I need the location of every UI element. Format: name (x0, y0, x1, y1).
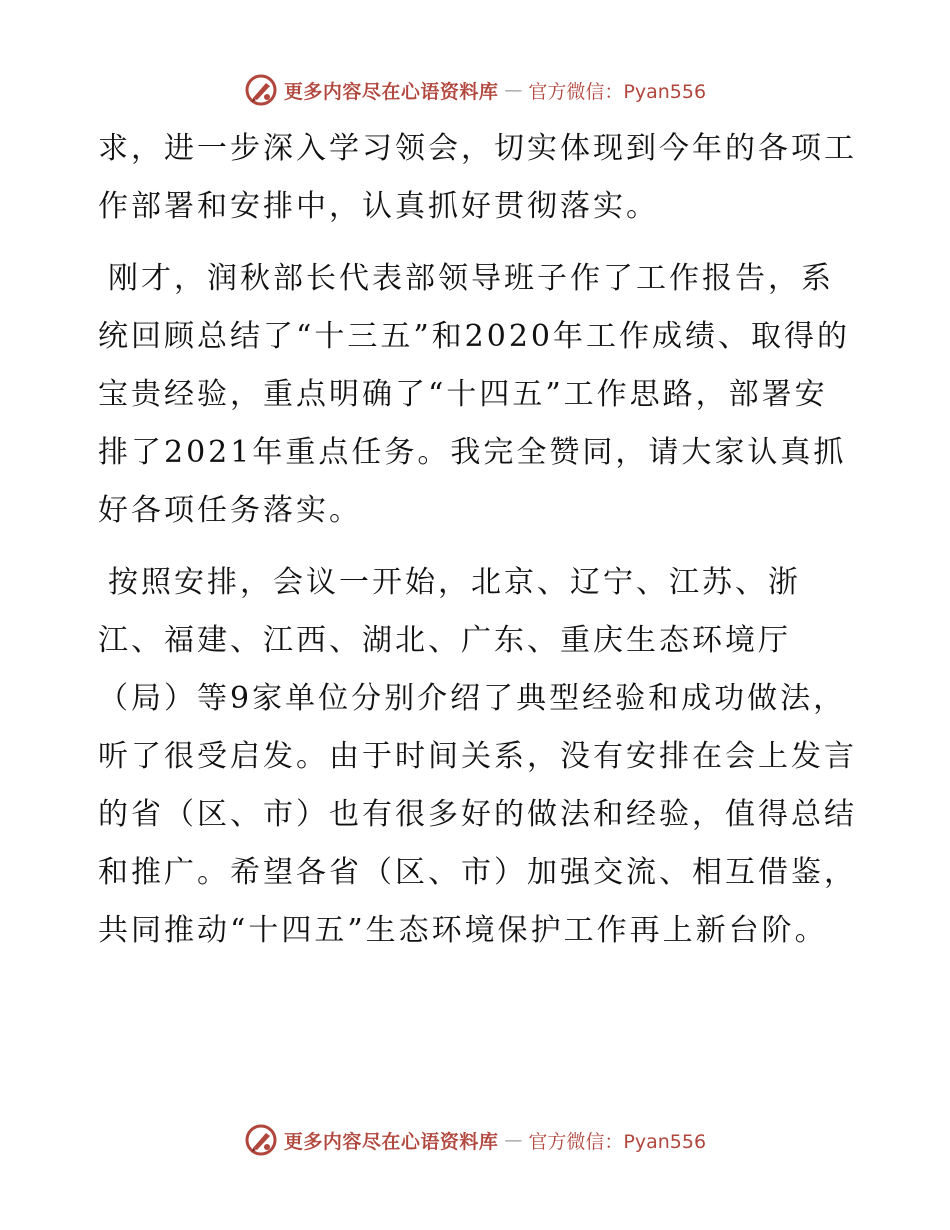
pen-logo-icon (244, 1123, 278, 1157)
pen-logo-icon (244, 73, 278, 107)
watermark-wechat: 官方微信：Pyan556 (528, 1130, 707, 1153)
watermark-text: 更多内容尽在心语资料库 (283, 1130, 499, 1153)
watermark-dash: — (504, 79, 523, 101)
header-watermark (0, 72, 950, 108)
paragraph: 按照安排，会议一开始，北京、辽宁、江苏、浙江、福建、江西、湖北、广东、重庆生态环境厅（局）等9家单位分别介绍了典型经验和成功做法，听了很受启发。由于时间关系，没有安排在会上发言的省（区、市）也有很多好的做法和经验，值得总结和推广。希望各省（区、市）加强交流、相互借鉴，共同推动“十四五”生态环境保护工作再上新台阶。 (98, 565, 857, 948)
document-body (98, 120, 858, 960)
watermark-dash: — (504, 1129, 523, 1151)
footer-watermark (0, 1122, 950, 1158)
watermark-text: 更多内容尽在心语资料库 (283, 80, 499, 103)
paragraph: 刚才，润秋部长代表部领导班子作了工作报告，系统回顾总结了“十三五”和2020年工作成绩、取得的宝贵经验，重点明确了“十四五”工作思路，部署安排了2021年重点任务。我完全赞同，请大家认真抓好各项任务落实。 (98, 261, 851, 528)
watermark-wechat: 官方微信：Pyan556 (528, 80, 707, 103)
paragraph: 求，进一步深入学习领会，切实体现到今年的各项工作部署和安排中，认真抓好贯彻落实。 (98, 131, 857, 224)
